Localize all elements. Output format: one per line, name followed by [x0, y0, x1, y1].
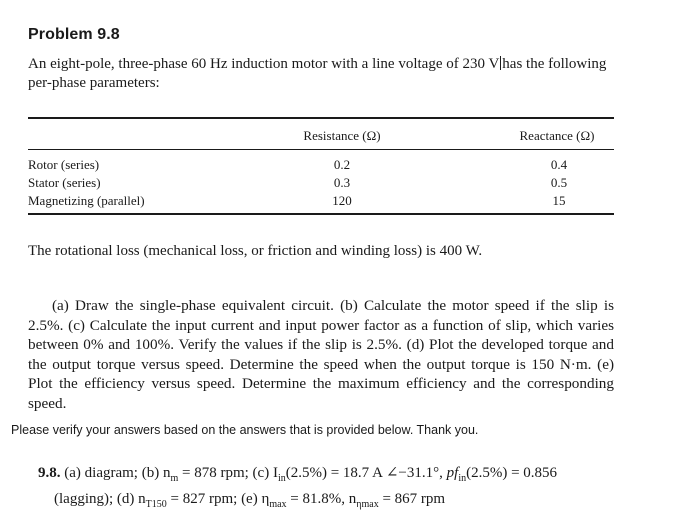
intro-text-part1: An eight-pole, three-phase 60 Hz induction motor with a line voltage of 230 V	[28, 56, 500, 72]
rotor-reactance: 0.4	[550, 157, 568, 172]
answer-d: (d) $n_{T150} = 827$ rpm;	[116, 491, 238, 510]
header-resistance: Resistance (Ω)	[303, 128, 381, 143]
questions-text: (a) Draw the single-phase equivalent circuit. (b) Calculate the motor speed if the slip is 2.5%. (c) Calculate the input current and input power factor as a function of slip, which varies between 0% and 100%. Verify the values if the slip is 2.5%. (d) Plot the developed torque and the output torque versus speed. Determine the speed when the output torque is 150 N·m. (e) Plot the efficiency versus speed. Determine the maximum efficiency and the corresponding speed.	[28, 297, 614, 412]
verification-note: Please verify your answers based on the answers that is provided below. Thank you.	[11, 423, 479, 437]
magnetizing-resistance: 120	[332, 193, 352, 208]
rotational-loss-text: The rotational loss (mechanical loss, or friction and winding loss) is 400 W.	[28, 243, 483, 259]
row-label-magnetizing: Magnetizing (parallel)	[28, 193, 145, 208]
answer-e: (e) $\eta_{max} = 81.8\%$, $n_{\eta max} = 867$ rpm	[241, 491, 446, 510]
table-bottom-rule	[28, 213, 614, 215]
answer-block	[38, 463, 658, 515]
answer-number: 9.8.	[38, 465, 61, 481]
rotor-resistance: 0.2	[333, 157, 351, 172]
row-label-stator: Stator (series)	[28, 175, 101, 190]
table-header-rule	[28, 149, 614, 150]
answer-c: (c) $I_{in}(2.5\%) = 18.7$ A ∠−31.1°, $pf_{in}(2.5\%) = 0.856$	[252, 465, 558, 484]
answer-lagging: (lagging);	[54, 491, 114, 507]
problem-questions	[28, 296, 614, 414]
intro-text-part2: has the following per-phase parameters:	[28, 56, 607, 91]
answer-b: (b) $n_m = 878$ rpm;	[141, 465, 249, 484]
stator-reactance: 0.5	[550, 175, 568, 190]
stator-resistance: 0.3	[333, 175, 351, 190]
problem-title: Problem 9.8	[28, 26, 120, 43]
row-label-rotor: Rotor (series)	[28, 157, 100, 172]
magnetizing-reactance: 15	[552, 193, 566, 208]
problem-intro	[28, 55, 628, 93]
table-top-rule	[28, 117, 614, 119]
header-reactance: Reactance (Ω)	[519, 128, 595, 143]
answer-a: (a) diagram;	[64, 465, 138, 481]
